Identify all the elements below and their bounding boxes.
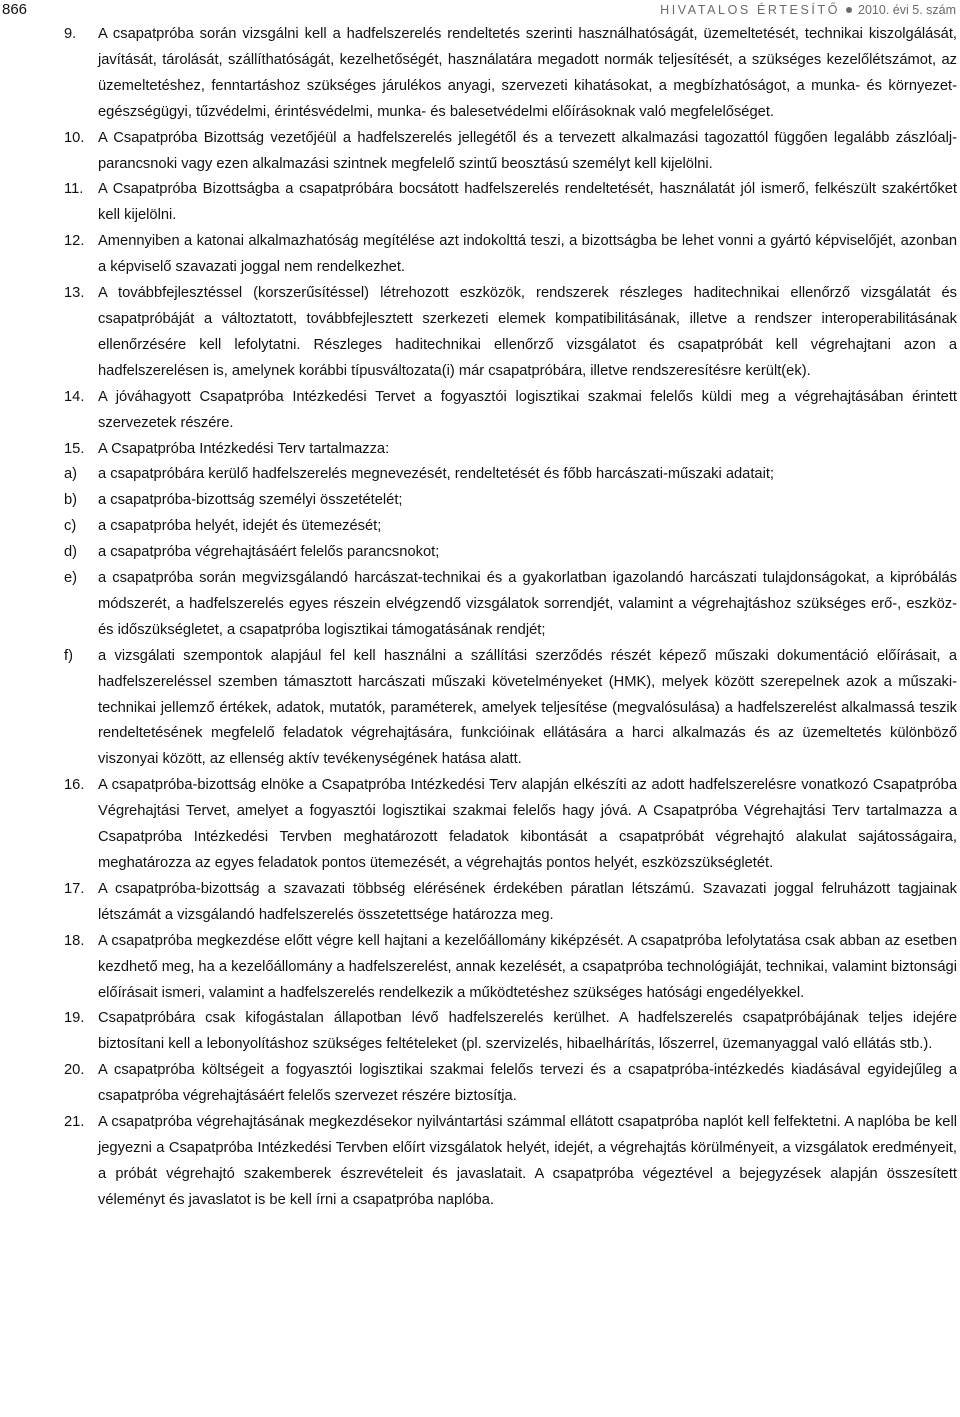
separator-dot-icon xyxy=(846,7,852,13)
sub-list-item xyxy=(64,540,957,566)
sub-item-text: a csapatpróba-bizottság személyi összetételét; xyxy=(98,492,403,509)
item-number: 13. xyxy=(64,285,85,302)
list-item xyxy=(64,22,957,126)
item-text: A csapatpróba költségeit a fogyasztói logisztikai szakmai felelős tervezi és a csapatpróba-intézkedés kiadásával egyidejűleg a csapatpróba végrehajtásáért felelős szervezet részére biztosítja. xyxy=(98,1062,957,1105)
item-text: A Csapatpróba Intézkedési Terv tartalmazza: xyxy=(98,440,390,457)
sub-list-item xyxy=(64,644,957,774)
journal-header xyxy=(660,0,956,20)
item-text: A csapatpróba végrehajtásának megkezdésekor nyilvántartási számmal ellátott csapatpróba naplót kell felfektetni. A naplóba be kell jegyezni a Csapatpróba Intézkedési Tervben előírt vizsgálatok helyét, idejét, a végrehajtás körülményeit, a vizsgálatok eredményeit, a próbát végrehajtó szakemberek észrevételeit és javaslatait. A csapatpróba végeztével a bejegyzések alapján összesített véleményt és javaslatot is be kell írni a csapatpróba naplóba. xyxy=(98,1114,957,1208)
sub-item-letter: b) xyxy=(64,492,78,509)
issue-label: 2010. évi 5. szám xyxy=(858,3,956,17)
item-text: Csapatpróbára csak kifogástalan állapotban lévő hadfelszerelés kerülhet. A hadfelszerelés csapatpróbájának teljes idejére biztosítani kell a lebonyolításhoz szükséges feltételeket (pl. szervizelés, hibaelhárítás, lőszerrel, üzemanyaggal való ellátás stb.). xyxy=(98,1010,957,1053)
sub-item-text: a csapatpróbára kerülő hadfelszerelés megnevezését, rendeltetését és főbb harcászati-műszaki adatait; xyxy=(98,466,775,483)
sub-list-item xyxy=(64,514,957,540)
sub-item-text: a csapatpróba során megvizsgálandó harcászat-technikai és a gyakorlatban igazolandó harcászati tulajdonságokat, a kipróbálás módszerét, a hadfelszerelés egyes részein elvégzendő vizsgálatok sorrendjét, valamint a végrehajtáshoz szükséges erő-, eszköz- és időszükségletet, a csapatpróba logisztikai támogatásának rendjét; xyxy=(98,570,957,638)
item-number: 21. xyxy=(64,1114,85,1131)
item-text: A Csapatpróba Bizottság vezetőjéül a hadfelszerelés jellegétől és a tervezett alkalmazási tagozattól függően legalább zászlóalj-parancsnoki vagy ezen alkalmazási szintnek megfelelő szintű beosztású személyt kell kijelölni. xyxy=(98,129,957,172)
list-item xyxy=(64,385,957,437)
sub-list-item xyxy=(64,488,957,514)
sub-item-letter: a) xyxy=(64,466,78,483)
sub-list-item xyxy=(64,566,957,644)
item-number: 18. xyxy=(64,932,85,949)
list-item xyxy=(64,126,957,178)
list-item xyxy=(64,1110,957,1214)
list-item xyxy=(64,877,957,929)
journal-title: HIVATALOS ÉRTESÍTŐ xyxy=(660,3,841,17)
item-number: 15. xyxy=(64,440,85,457)
list-item xyxy=(64,1058,957,1110)
item-number: 16. xyxy=(64,777,85,794)
sub-item-letter: c) xyxy=(64,518,77,535)
sub-list-item xyxy=(64,462,957,488)
page-number: 866 xyxy=(2,1,28,18)
list-item xyxy=(64,177,957,229)
item-text: A Csapatpróba Bizottságba a csapatpróbára bocsátott hadfelszerelés rendeltetését, használatát jól ismerő, felkészült szakértőket kell kijelölni. xyxy=(98,181,957,224)
list-item xyxy=(64,1006,957,1058)
list-item xyxy=(64,929,957,1007)
list-item xyxy=(64,773,957,877)
sub-item-letter: f) xyxy=(64,647,73,664)
item-number: 17. xyxy=(64,880,85,897)
document-body xyxy=(64,22,957,1214)
item-text: A csapatpróba megkezdése előtt végre kell hajtani a kezelőállomány kiképzését. A csapatpróba lefolytatása csak abban az esetben kezdhető meg, ha a kezelőállomány a hadfelszerelést, annak kezelését, a csapatpróba technológiáját, technikai, valamint biztonsági előírásait ismeri, valamint a hadfelszerelés rendelkezik a működtetéshez szükséges hatósági engedélyekkel. xyxy=(98,932,957,1001)
item-number: 11. xyxy=(64,181,84,198)
sub-item-text: a csapatpróba helyét, idejét és ütemezését; xyxy=(98,518,382,535)
item-text: A továbbfejlesztéssel (korszerűsítéssel) létrehozott eszközök, rendszerek részleges haditechnikai ellenőrző vizsgálatát és csapatpróbáját a változtatott, továbbfejlesztett szerkezeti elemek kompatibilitásának, illetve a rendszer interoperabilitásának ellenőrzésére kell lefolytatni. Részleges haditechnikai ellenőrző vizsgálatot és csapatpróbát kell végrehajtani azon a hadfelszerelésen is, amelynek korábbi típusváltozata(i) már csapatpróbára, illetve rendszeresítésre került(ek). xyxy=(98,285,957,379)
item-number: 20. xyxy=(64,1062,85,1079)
item-number: 14. xyxy=(64,388,85,405)
item-text: Amennyiben a katonai alkalmazhatóság megítélése azt indokolttá teszi, a bizottságba be lehet vonni a gyártó képviselőjét, azonban a képviselő szavazati joggal nem rendelkezhet. xyxy=(98,233,957,276)
item-number: 10. xyxy=(64,129,85,146)
item-text: A csapatpróba-bizottság a szavazati többség elérésének érdekében páratlan létszámú. Szavazati joggal felruházott tagjainak létszámát a vizsgálandó hadfelszerelés összetettsége határozza meg. xyxy=(98,880,957,923)
sub-item-text: a csapatpróba végrehajtásáért felelős parancsnokot; xyxy=(98,544,440,561)
item-number: 19. xyxy=(64,1010,85,1027)
item-number: 12. xyxy=(64,233,85,250)
sub-item-letter: d) xyxy=(64,544,78,561)
item-number: 9. xyxy=(64,26,77,42)
list-item xyxy=(64,437,957,463)
list-item xyxy=(64,281,957,385)
sub-item-letter: e) xyxy=(64,570,78,587)
list-item xyxy=(64,229,957,281)
item-text: A csapatpróba-bizottság elnöke a Csapatpróba Intézkedési Terv alapján elkészíti az adott hadfelszerelésre vonatkozó Csapatpróba Végrehajtási Tervet, amelyet a fogyasztói logisztikai szakmai felelős hagy jóvá. A Csapatpróba Végrehajtási Terv tartalmazza a Csapatpróba Intézkedési Tervben meghatározott feladatok kibontását a csapatpróbát végrehajtó alakulat sajátosságaira, meghatározza az egyes feladatok pontos ütemezését, a végrehajtás pontos helyét, eszközszükségletét. xyxy=(98,777,957,871)
item-text: A jóváhagyott Csapatpróba Intézkedési Tervet a fogyasztói logisztikai szakmai felelős küldi meg a végrehajtásában érintett szervezetek részére. xyxy=(98,388,957,431)
sub-item-text: a vizsgálati szempontok alapjául fel kell használni a szállítási szerződés részét képező műszaki dokumentáció előírásait, a hadfelszereléssel szemben támasztott harcászati műszaki követelményeket (HMK), melyek között szerepelnek azok a műszaki-technikai jellemző értékek, adatok, mutatók, paraméterek, amelyek teljesítése (megvalósulása) a hadfelszerelést alkalmassá teszik rendeltetésének megfelelő feladatok végrehajtására, funkcióinak ellátására a harci alkalmazás és az üzemeltetés különböző viszonyai között, az ellenség aktív tevékenységének hatása alatt. xyxy=(98,647,957,768)
item-text: A csapatpróba során vizsgálni kell a hadfelszerelés rendeltetés szerinti használhatóságát, üzemeltetését, technikai kiszolgálását, javítását, tárolását, szállíthatóságát, kezelhetőségét, használatára megadott normák teljesítését, a szükséges kezelőlétszámot, az üzemeltetéshez, fenntartáshoz szükséges járulékos anyagi, szervezeti kihatásokat, a megbízhatóságot, a munka- és környezet-egészségügyi, tűzvédelmi, érintésvédelmi, munka- és balesetvédelmi előírásoknak való megfelelőséget. xyxy=(98,26,957,120)
